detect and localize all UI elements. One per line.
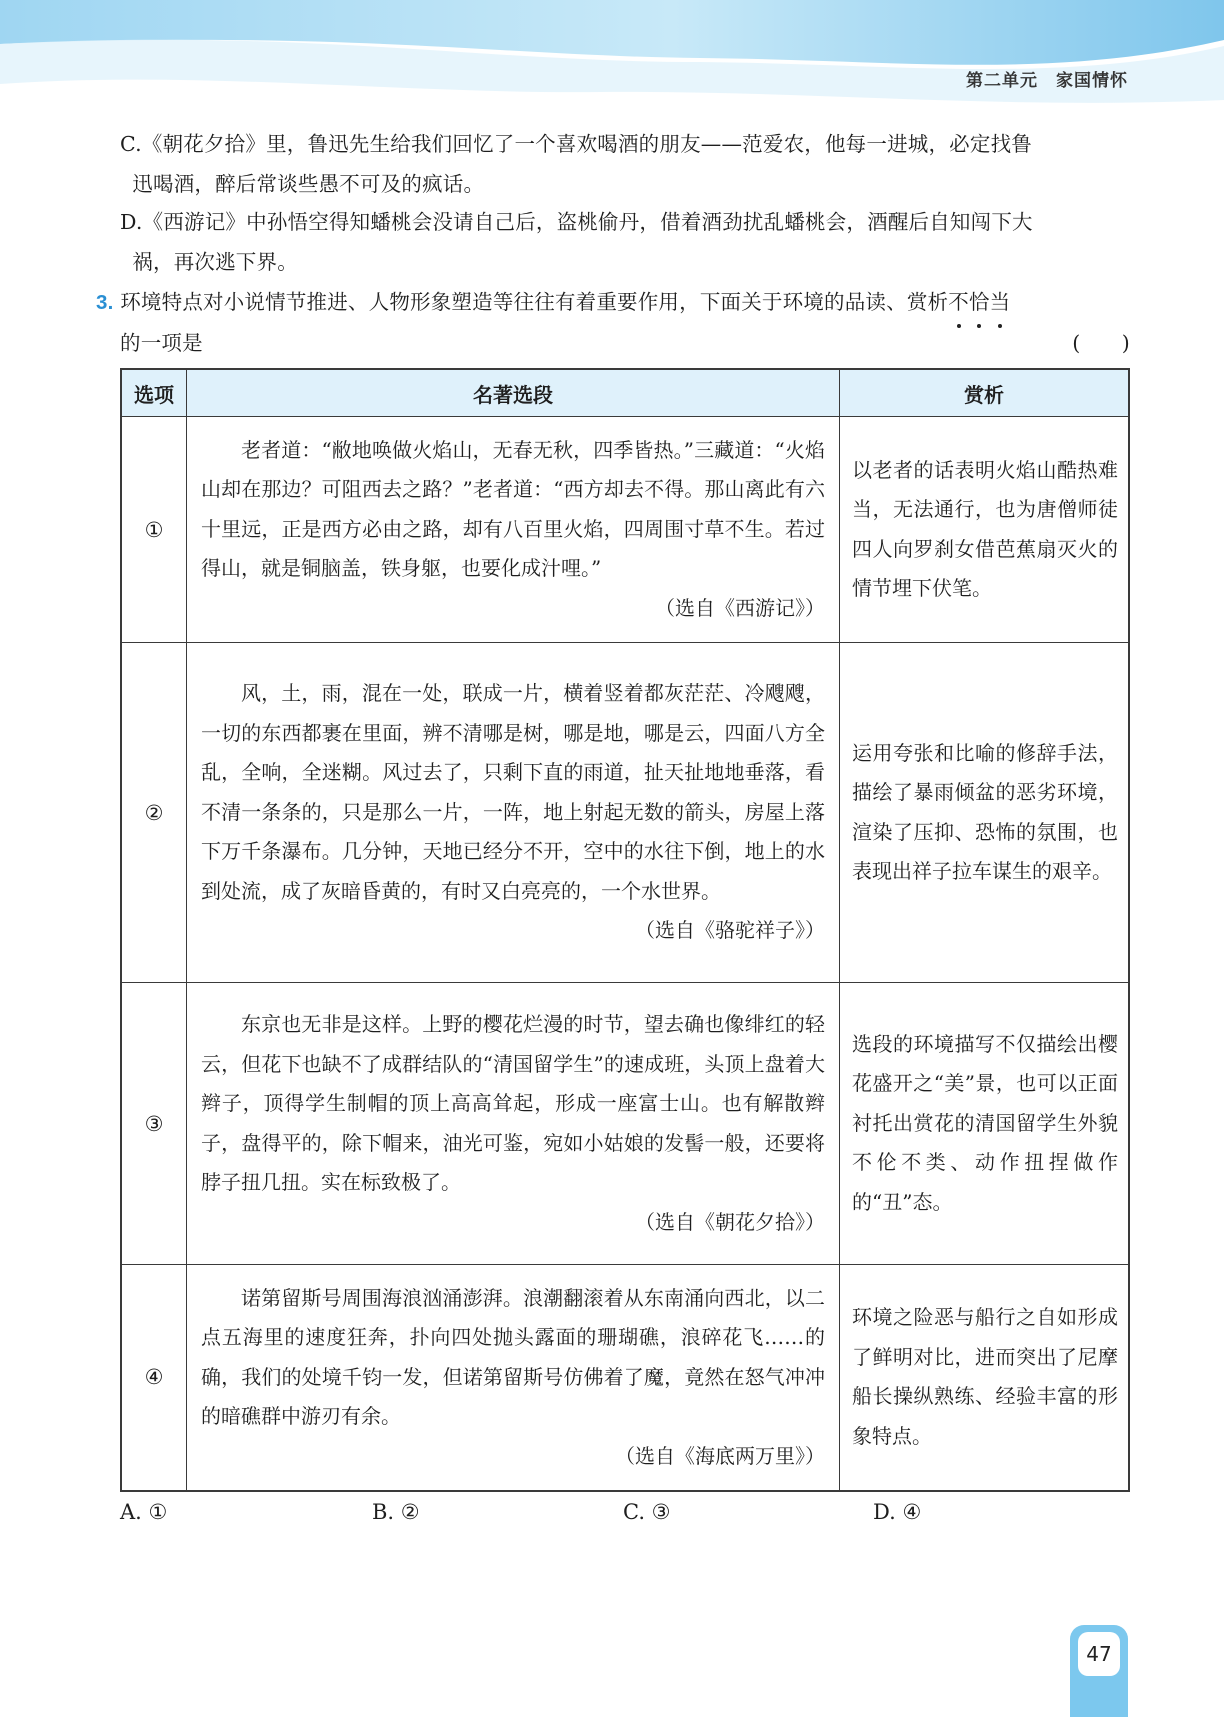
question-stem-line1: 环境特点对小说情节推进、人物形象塑造等往往有着重要作用，下面关于环境的品读、赏析: [120, 290, 949, 314]
question-stem-line2: 的一项是: [120, 331, 203, 355]
page-number: 47: [1078, 1632, 1120, 1676]
option-d-line1: D.《西游记》中孙悟空得知蟠桃会没请自己后，盗桃偷丹，借着酒劲扰乱蟠桃会，酒醒后自知闯下大: [120, 210, 1033, 234]
table-row: [121, 643, 1129, 983]
row-option: ①: [121, 417, 187, 643]
option-d: [120, 202, 1130, 282]
row-excerpt: [187, 643, 840, 983]
excerpt-source: （选自《骆驼祥子》）: [635, 918, 825, 943]
excerpt-text: 风，土，雨，混在一处，联成一片，横着竖着都灰茫茫、冷飕飕，一切的东西都裹在里面，辨不清哪是树，哪是地，哪是云，四面八方全乱，全响，全迷糊。风过去了，只剩下直的雨道，扯天扯地地垂落，看不清一条条的，只是那么一片，一阵，地上射起无数的箭头，房屋上落下万千条瀑布。几分钟，天地已经分不开，空中的水往下倒，地上的水到处流，成了灰暗昏黄的，有时又白亮亮的，一个水世界。: [201, 681, 825, 903]
answer-blank[interactable]: ( ): [1072, 331, 1130, 355]
row-option: ③: [121, 983, 187, 1265]
row-excerpt: [187, 1265, 840, 1491]
answer-choice-b[interactable]: B. ②: [372, 1500, 420, 1524]
unit-header: [966, 66, 1128, 91]
option-c-line2: 迅喝酒，醉后常谈些愚不可及的疯话。: [132, 172, 485, 196]
header-wave-banner: [0, 0, 1224, 110]
excerpt-text: 东京也无非是这样。上野的樱花烂漫的时节，望去确也像绯红的轻云，但花下也缺不了成群结队的“清国留学生”的速成班，头顶上盘着大辫子，顶得学生制帽的顶上高高耸起，形成一座富士山。也有解散辫子，盘得平的，除下帽来，油光可鉴，宛如小姑娘的发髻一般，还要将脖子扭几扭。实在标致极了。: [201, 1012, 825, 1194]
answer-choice-a[interactable]: A. ①: [120, 1500, 168, 1524]
header-analysis: 赏析: [840, 369, 1130, 417]
row-option: ④: [121, 1265, 187, 1491]
excerpt-source: （选自《海底两万里》）: [615, 1443, 825, 1468]
table-header-row: [121, 369, 1129, 417]
table-row: [121, 983, 1129, 1265]
excerpt-text: 老者道：“敝地唤做火焰山，无春无秋，四季皆热。”三藏道：“火焰山却在那边？可阻西去之路？”老者道：“西方却去不得。那山离此有六十里远，正是西方必由之路，却有八百里火焰，四周围寸草不生。若过得山，就是铜脑盖，铁身躯，也要化成汁哩。”: [201, 437, 825, 581]
row-analysis: 环境之险恶与船行之自如形成了鲜明对比，进而突出了尼摩船长操纵熟练、经验丰富的形象特点。: [840, 1265, 1130, 1491]
answer-choice-c[interactable]: C. ③: [623, 1500, 671, 1524]
row-excerpt: [187, 983, 840, 1265]
excerpt-table: [120, 368, 1130, 1492]
table-row: [121, 417, 1129, 643]
emphasis-char: 当: [990, 282, 1011, 322]
excerpt-source: （选自《朝花夕拾》）: [635, 1209, 825, 1234]
emphasis-char: 不: [948, 282, 969, 322]
header-excerpt: 名著选段: [187, 369, 840, 417]
header-option: 选项: [121, 369, 187, 417]
row-excerpt: [187, 417, 840, 643]
row-option: ②: [121, 643, 187, 983]
row-analysis: 选段的环境描写不仅描绘出樱花盛开之“美”景，也可以正面衬托出赏花的清国留学生外貌不伦不类、动作扭捏做作的“丑”态。: [840, 983, 1130, 1265]
unit-title: 家国情怀: [1056, 71, 1128, 91]
option-d-line2: 祸，再次逃下界。: [132, 250, 298, 274]
answer-choice-d[interactable]: D. ④: [873, 1500, 922, 1524]
answer-choices: [120, 1500, 1130, 1536]
option-c-line1: C.《朝花夕拾》里，鲁迅先生给我们回忆了一个喜欢喝酒的朋友——范爱农，他每一进城，必定找鲁: [120, 132, 1032, 156]
question-3: [96, 282, 1130, 363]
excerpt-text: 诺第留斯号周围海浪汹涌澎湃。浪潮翻滚着从东南涌向西北，以二点五海里的速度狂奔，扑向四处抛头露面的珊瑚礁，浪碎花飞……的确，我们的处境千钧一发，但诺第留斯号仿佛着了魔，竟然在怒气冲冲的暗礁群中游刃有余。: [201, 1285, 825, 1428]
question-number: 3.: [96, 291, 114, 314]
row-analysis: 运用夸张和比喻的修辞手法，描绘了暴雨倾盆的恶劣环境，渲染了压抑、恐怖的氛围，也表现出祥子拉车谋生的艰辛。: [840, 643, 1130, 983]
row-analysis: 以老者的话表明火焰山酷热难当，无法通行，也为唐僧师徒四人向罗刹女借芭蕉扇灭火的情节埋下伏笔。: [840, 417, 1130, 643]
unit-label: 第二单元: [966, 71, 1038, 91]
table-row: [121, 1265, 1129, 1491]
emphasis-char: 恰: [969, 282, 990, 322]
option-c: [120, 124, 1130, 204]
excerpt-source: （选自《西游记》）: [655, 595, 825, 620]
